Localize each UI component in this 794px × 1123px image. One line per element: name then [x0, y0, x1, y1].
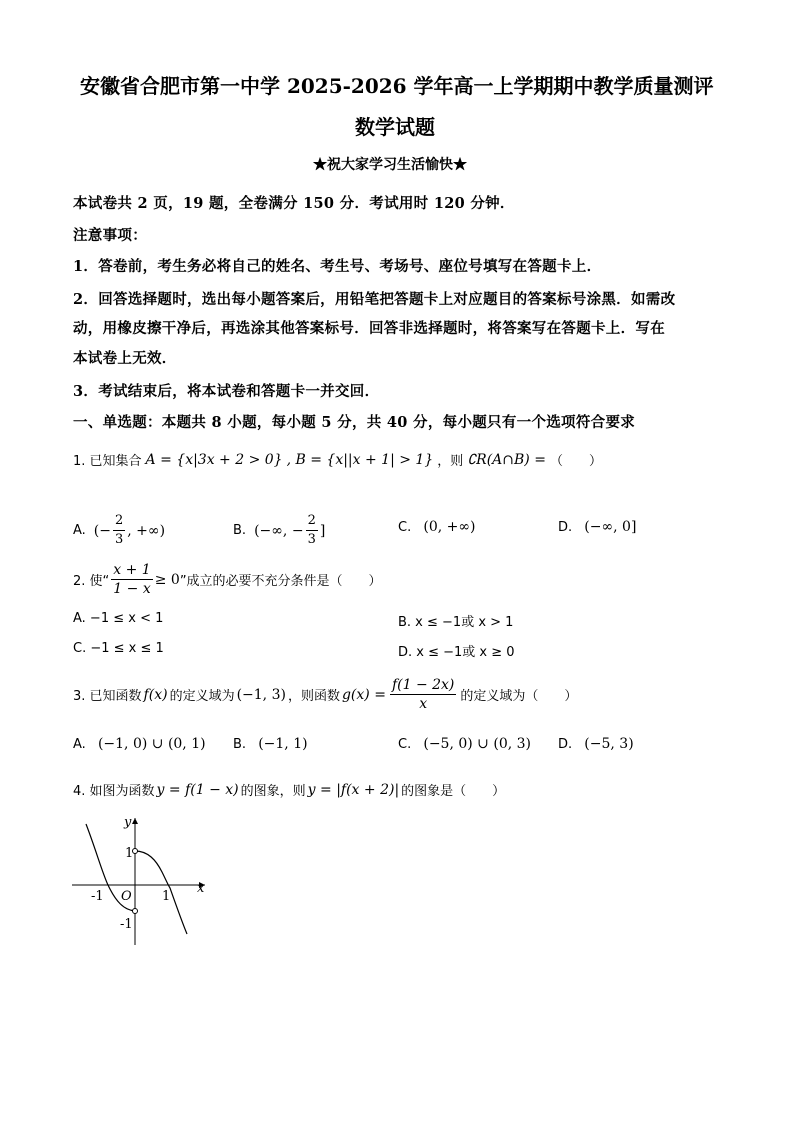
- q3-num: f(1 − 2x): [391, 677, 455, 693]
- q1-then: ，则: [437, 454, 464, 469]
- q1-option-a-fraction: [113, 512, 125, 549]
- tick-x-neg: -1: [91, 889, 104, 904]
- intro-line: 本试卷共 2 页，19 题，全卷满分 150 分．考试用时 120 分钟．: [73, 195, 515, 212]
- slogan: ★祝大家学习生活愉快★: [313, 157, 467, 173]
- q1-option-c-label: C.: [398, 520, 412, 535]
- q1-option-c[interactable]: [398, 519, 475, 535]
- tick-y-neg: -1: [120, 917, 133, 932]
- q4-function-graph: [60, 810, 220, 955]
- q1-option-a-label: A.: [73, 523, 86, 538]
- q3-gx: g(x) =: [341, 686, 386, 703]
- q3-option-a-label: A.: [73, 737, 86, 752]
- q3-option-b-label: B.: [233, 737, 247, 752]
- exam-title-line1: 安徽省合肥市第一中学 2025-2026 学年高一上学期期中教学质量测评: [80, 74, 714, 98]
- q1-set-b: , B = {x||x + 1| > 1}: [286, 451, 434, 468]
- q4-suffix: 的图象是（ ）: [401, 784, 506, 799]
- q1-b-den: 3: [307, 532, 316, 547]
- q1-option-b-left: (−∞, −: [254, 522, 304, 539]
- q2-suffix: ”成立的必要不充分条件是（ ）: [179, 574, 382, 589]
- q3-mid2: ，则函数: [287, 689, 340, 704]
- q1-option-b-label: B.: [233, 523, 247, 538]
- q3-option-d[interactable]: [558, 736, 634, 752]
- note-1: 1．答卷前，考生务必将自己的姓名、考生号、考场号、座位号填写在答题卡上．: [73, 258, 602, 275]
- q3-suffix: 的定义域为（ ）: [460, 689, 578, 704]
- q3-option-a-value: (−1, 0) ∪ (0, 1): [97, 736, 206, 752]
- q1-option-a-right: , +∞): [127, 522, 166, 539]
- q3-option-c[interactable]: [398, 736, 531, 752]
- open-point-bottom: [133, 909, 138, 914]
- q3-option-d-label: D.: [558, 737, 573, 752]
- q4-prefix: 4. 如图为函数: [73, 784, 155, 799]
- q2-cond: ≥ 0: [154, 571, 180, 588]
- q1-b-num: 2: [306, 512, 318, 531]
- q4-f1: y = f(1 − x): [156, 781, 239, 798]
- q1-paren: （ ）: [549, 454, 602, 469]
- y-axis-label: y: [124, 815, 132, 830]
- q3-mid1: 的定义域为: [169, 689, 235, 704]
- q3-fx: f(x): [143, 686, 168, 703]
- q3-option-c-value: (−5, 0) ∪ (0, 3): [423, 736, 531, 752]
- origin-label: O: [121, 889, 132, 904]
- question-1: [73, 450, 602, 469]
- q1-prefix: 1. 已知集合: [73, 454, 142, 469]
- q1-option-c-value: (0, +∞): [423, 519, 476, 535]
- q3-fraction: [390, 676, 456, 713]
- q2-num: x + 1: [113, 562, 151, 578]
- q2-option-a[interactable]: A. −1 ≤ x < 1: [73, 611, 164, 626]
- q4-mid: 的图象，则: [240, 784, 306, 799]
- note-2-line-c: 本试卷上无效．: [73, 350, 177, 367]
- question-2: [73, 561, 382, 598]
- q3-option-d-value: (−5, 3): [584, 736, 634, 752]
- q1-a-den: 3: [115, 532, 124, 547]
- q1-option-b-right: ]: [319, 522, 326, 539]
- q1-option-a-left: (−: [93, 522, 111, 539]
- notes-heading: 注意事项：: [73, 227, 147, 244]
- q1-option-b-fraction: [306, 512, 318, 549]
- q3-option-a[interactable]: [73, 736, 206, 752]
- tick-y-pos: 1: [125, 846, 134, 861]
- q2-option-d[interactable]: D. x ≤ −1或 x ≥ 0: [398, 645, 515, 660]
- q3-option-b[interactable]: [233, 736, 308, 752]
- q1-a-num: 2: [113, 512, 125, 531]
- q2-prefix: 2. 使“: [73, 574, 110, 589]
- q1-option-b[interactable]: [233, 512, 325, 549]
- q1-option-d-value: (−∞, 0]: [584, 519, 637, 535]
- q1-set-a: A = {x|3x + 2 > 0}: [145, 451, 283, 468]
- q3-option-c-label: C.: [398, 737, 412, 752]
- note-2-line-b: 动，用橡皮擦干净后，再选涂其他答案标号．回答非选择题时，将答案写在答题卡上．写在: [73, 320, 665, 337]
- q2-option-c[interactable]: C. −1 ≤ x ≤ 1: [73, 641, 164, 656]
- question-3: [73, 676, 577, 713]
- note-3: 3．考试结束后，将本试卷和答题卡一并交回．: [73, 383, 380, 400]
- q3-option-b-value: (−1, 1): [258, 736, 308, 752]
- graph-right-branch: [135, 851, 187, 934]
- note-2-line-a: 2．回答选择题时，选出每小题答案后，用铅笔把答题卡上对应题目的答案标号涂黑．如需改: [73, 291, 676, 308]
- q1-option-d-label: D.: [558, 520, 573, 535]
- q1-option-a[interactable]: [73, 512, 165, 549]
- question-4: [73, 780, 505, 799]
- q2-den: 1 − x: [113, 581, 151, 597]
- x-axis-label: x: [197, 881, 205, 896]
- q3-domain: (−1, 3): [236, 686, 286, 703]
- q1-option-d[interactable]: [558, 519, 636, 535]
- exam-title-line2: 数学试题: [355, 115, 435, 139]
- q4-f2: y = |f(x + 2)|: [307, 781, 400, 798]
- q2-fraction: [111, 561, 152, 598]
- tick-x-pos: 1: [162, 889, 171, 904]
- section-1-heading: 一、单选题：本题共 8 小题，每小题 5 分，共 40 分，每小题只有一个选项符合要求: [73, 414, 636, 431]
- q3-prefix: 3. 已知函数: [73, 689, 142, 704]
- q2-option-b[interactable]: B. x ≤ −1或 x > 1: [398, 615, 514, 630]
- q1-expr: ∁R(A∩B) =: [467, 451, 546, 468]
- q3-den: x: [419, 696, 428, 712]
